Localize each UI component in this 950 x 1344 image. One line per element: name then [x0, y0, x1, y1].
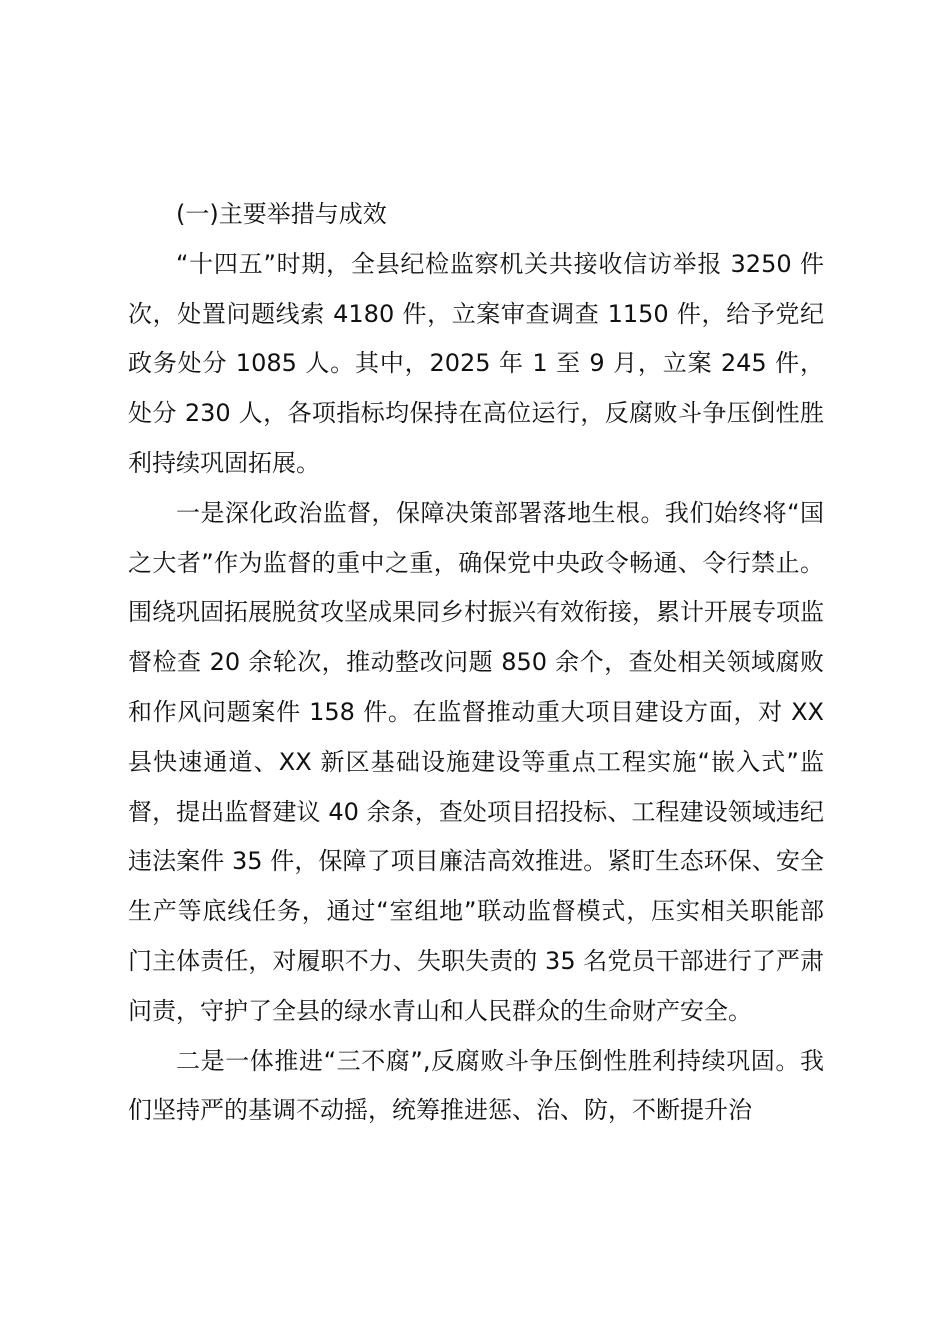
paragraph-summary: “十四五”时期，全县纪检监察机关共接收信访举报 3250 件次，处置问题线索 4180 件，立案审查调查 1150 件，给予党纪政务处分 1085 人。其中，2025 年 1 至 9 月，立案 245 件，处分 230 人，各项指标均保持在高位运行，反腐败斗争压倒性胜利持续巩固拓展。 — [128, 249, 824, 477]
paragraph-three-no-corruption: 二是一体推进“三不腐”,反腐败斗争压倒性胜利持续巩固。我们坚持严的基调不动摇，统筹推进惩、治、防，不断提升治 — [128, 1046, 824, 1125]
paragraph-political-supervision: 一是深化政治监督，保障决策部署落地生根。我们始终将“国之大者”作为监督的重中之重，确保党中央政令畅通、令行禁止。围绕巩固拓展脱贫攻坚成果同乡村振兴有效衔接，累计开展专项监督检查 20 余轮次，推动整改问题 850 余个，查处相关领域腐败和作风问题案件 158 件。在监督推动重大项目建设方面，对 XX 县快速通道、XX 新区基础设施建设等重点工程实施“嵌入式”监督，提出监督建议 40 余条，查处项目招投标、工程建设领域违纪违法案件 35 件，保障了项目廉洁高效推进。紧盯生态环保、安全生产等底线任务，通过“室组地”联动监督模式，压实相关职能部门主体责任，对履职不力、失职失责的 35 名党员干部进行了严肃问责，守护了全县的绿水青山和人民群众的生命财产安全。 — [128, 498, 824, 1025]
section-heading: (一)主要举措与成效 — [176, 200, 387, 228]
document-body — [128, 190, 824, 1136]
